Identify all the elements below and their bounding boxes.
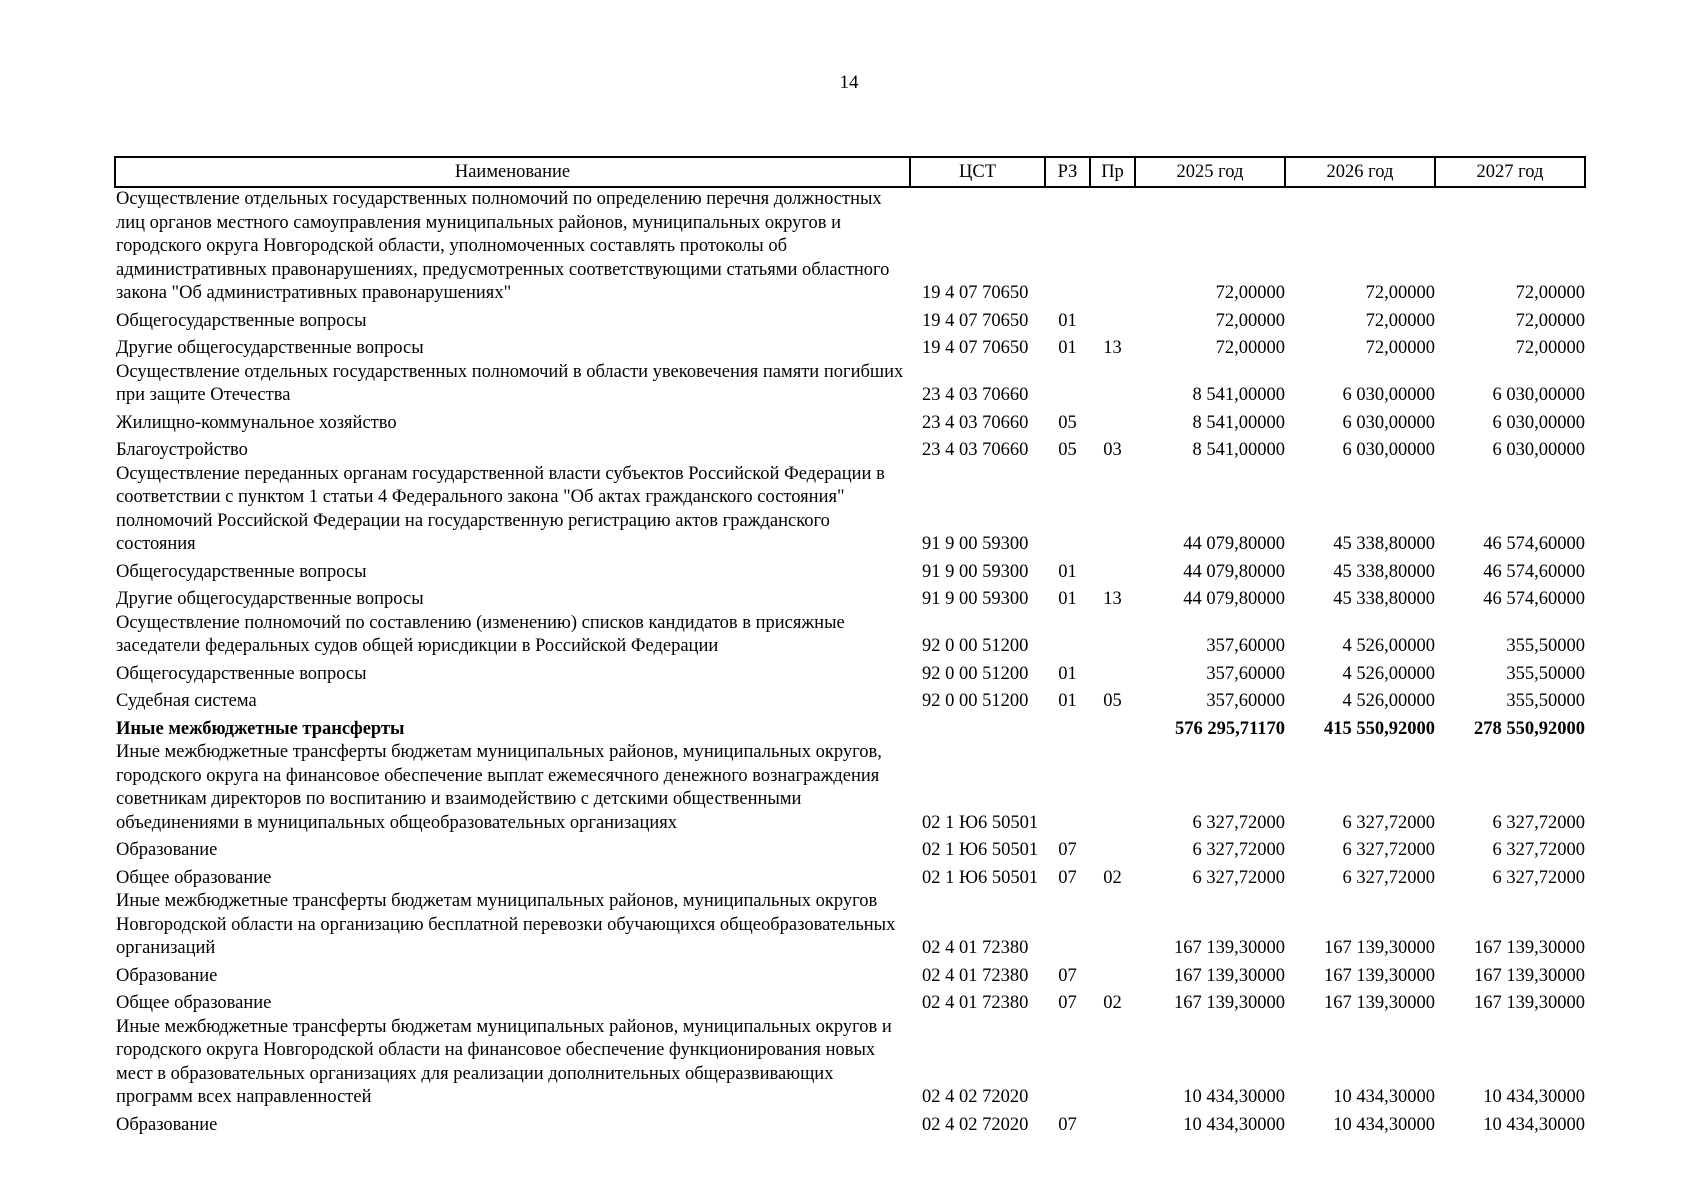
row-rz [1045, 187, 1090, 306]
row-cst: 02 1 Ю6 50501 [922, 840, 1039, 860]
row-cst: 02 4 01 72380 [922, 938, 1029, 958]
row-name: Осуществление отдельных государственных полномочий в области увековечения памяти погибших при защите Отечества [116, 361, 904, 405]
row-cst: 92 0 00 51200 [922, 691, 1029, 711]
row-name: Образование [116, 840, 218, 860]
row-rz [1045, 741, 1090, 835]
table-row [115, 557, 1585, 585]
row-2026: 167 139,30000 [1324, 938, 1435, 958]
row-rz [1045, 890, 1090, 961]
row-pr: 02 [1103, 867, 1122, 888]
row-2025: 357,60000 [1206, 663, 1285, 684]
row-2027: 6 327,72000 [1492, 840, 1585, 860]
row-2025: 167 139,30000 [1174, 938, 1285, 958]
row-name: Иные межбюджетные трансферты [116, 718, 405, 739]
row-rz: 05 [1058, 440, 1077, 460]
row-pr [1090, 1110, 1135, 1138]
row-2027: 46 574,60000 [1483, 589, 1585, 609]
row-rz: 01 [1058, 561, 1077, 582]
row-2025: 10 434,30000 [1183, 1087, 1285, 1107]
row-name: Осуществление отдельных государственных полномочий по определению перечня должностных лиц органов местного самоуправления муниципальных районов, муниципальных округов и городского округа Новгородской области, уполномоченных составлять протоколы об административных правонарушениях, предусмотренных соответствующими статьями областного закона "Об административных правонарушениях" [116, 189, 890, 303]
row-pr [1090, 557, 1135, 585]
table-row [115, 584, 1585, 612]
row-name: Другие общегосударственные вопросы [116, 589, 424, 609]
row-name: Жилищно-коммунальное хозяйство [116, 412, 397, 433]
row-2025: 10 434,30000 [1183, 1114, 1285, 1135]
row-rz: 07 [1058, 840, 1077, 860]
row-cst: 91 9 00 59300 [922, 589, 1029, 609]
row-rz [1045, 361, 1090, 408]
table-row [115, 1110, 1585, 1138]
row-rz [1045, 714, 1090, 742]
row-rz: 07 [1058, 867, 1077, 888]
header-pr: Пр [1090, 157, 1135, 187]
row-2025: 6 327,72000 [1192, 867, 1285, 888]
row-2025: 8 541,00000 [1192, 385, 1285, 405]
row-cst: 02 4 02 72020 [922, 1087, 1029, 1107]
row-name: Общегосударственные вопросы [116, 310, 367, 331]
header-cst: ЦСТ [910, 157, 1045, 187]
row-2026: 6 327,72000 [1342, 812, 1435, 833]
row-2026: 6 030,00000 [1342, 440, 1435, 460]
row-2026: 6 030,00000 [1342, 385, 1435, 405]
table-row [115, 1016, 1585, 1110]
table-row [115, 961, 1585, 989]
row-2025: 576 295,71170 [1175, 718, 1285, 739]
row-pr [1090, 714, 1135, 742]
row-cst: 92 0 00 51200 [922, 663, 1029, 684]
row-2025: 6 327,72000 [1192, 840, 1285, 860]
row-name: Иные межбюджетные трансферты бюджетам муниципальных районов, муниципальных округов Новгородской области на организацию бесплатной перевозки обучающихся общеобразовательных организаций [116, 891, 896, 958]
row-2025: 72,00000 [1215, 310, 1285, 331]
row-pr [1090, 1016, 1135, 1110]
row-pr [1090, 612, 1135, 659]
header-rz: РЗ [1045, 157, 1090, 187]
table-row [115, 463, 1585, 557]
table-row [115, 659, 1585, 687]
row-pr [1090, 961, 1135, 989]
row-rz: 07 [1058, 993, 1077, 1013]
row-2026: 72,00000 [1365, 310, 1435, 331]
row-pr [1090, 835, 1135, 863]
row-2027: 6 030,00000 [1492, 440, 1585, 460]
row-name: Образование [116, 965, 218, 986]
row-2025: 8 541,00000 [1192, 440, 1285, 460]
header-2026: 2026 год [1285, 157, 1435, 187]
table-row [115, 686, 1585, 714]
row-cst: 02 4 01 72380 [922, 965, 1029, 986]
row-cst: 23 4 03 70660 [922, 440, 1029, 460]
row-cst [910, 714, 1045, 742]
row-2025: 44 079,80000 [1183, 589, 1285, 609]
row-2026: 4 526,00000 [1342, 691, 1435, 711]
row-2026: 6 327,72000 [1342, 867, 1435, 888]
table-row [115, 863, 1585, 891]
row-pr: 02 [1103, 993, 1122, 1013]
row-name: Общее образование [116, 993, 272, 1013]
table-header [115, 157, 1585, 187]
row-2026: 415 550,92000 [1324, 718, 1435, 739]
row-2025: 357,60000 [1206, 691, 1285, 711]
row-rz: 01 [1058, 691, 1077, 711]
row-2027: 167 139,30000 [1474, 938, 1585, 958]
row-rz: 07 [1058, 1114, 1077, 1135]
row-name: Другие общегосударственные вопросы [116, 338, 424, 358]
row-2027: 72,00000 [1515, 283, 1585, 303]
row-pr [1090, 659, 1135, 687]
row-rz: 05 [1058, 412, 1077, 433]
row-2027: 278 550,92000 [1474, 718, 1585, 739]
row-pr [1090, 408, 1135, 436]
row-2026: 45 338,80000 [1333, 561, 1435, 582]
row-2026: 45 338,80000 [1333, 589, 1435, 609]
row-pr [1090, 890, 1135, 961]
row-2025: 44 079,80000 [1183, 561, 1285, 582]
header-2025: 2025 год [1135, 157, 1285, 187]
row-2027: 10 434,30000 [1483, 1114, 1585, 1135]
row-cst: 02 4 01 72380 [922, 993, 1029, 1013]
row-2025: 72,00000 [1215, 338, 1285, 358]
row-rz: 01 [1058, 589, 1077, 609]
row-name: Общее образование [116, 867, 272, 888]
row-pr [1090, 306, 1135, 334]
row-2026: 4 526,00000 [1342, 663, 1435, 684]
row-2027: 355,50000 [1506, 636, 1585, 656]
row-pr [1090, 741, 1135, 835]
row-2026: 10 434,30000 [1333, 1087, 1435, 1107]
row-cst: 19 4 07 70650 [922, 338, 1029, 358]
table-row [115, 435, 1585, 463]
row-rz [1045, 463, 1090, 557]
row-2025: 6 327,72000 [1192, 812, 1285, 833]
row-rz: 01 [1058, 310, 1077, 331]
row-name: Благоустройство [116, 440, 248, 460]
row-2027: 6 030,00000 [1492, 412, 1585, 433]
row-2027: 72,00000 [1515, 338, 1585, 358]
row-2027: 355,50000 [1506, 691, 1585, 711]
row-pr: 13 [1103, 338, 1122, 358]
header-name: Наименование [115, 157, 910, 187]
row-2026: 45 338,80000 [1333, 534, 1435, 554]
table-row [115, 890, 1585, 961]
table-row [115, 408, 1585, 436]
row-2026: 4 526,00000 [1342, 636, 1435, 656]
row-2026: 6 327,72000 [1342, 840, 1435, 860]
table-row [115, 988, 1585, 1016]
row-cst: 02 1 Ю6 50501 [922, 867, 1039, 888]
row-2027: 355,50000 [1506, 663, 1585, 684]
row-2027: 72,00000 [1515, 310, 1585, 331]
row-name: Образование [116, 1114, 218, 1135]
table-row [115, 741, 1585, 835]
row-rz [1045, 612, 1090, 659]
row-name: Осуществление полномочий по составлению (изменению) списков кандидатов в присяжные заседатели федеральных судов общей юрисдикции в Российской Федерации [116, 612, 845, 656]
row-pr [1090, 361, 1135, 408]
row-2025: 8 541,00000 [1192, 412, 1285, 433]
row-cst: 91 9 00 59300 [922, 534, 1029, 554]
table-row [115, 361, 1585, 408]
row-pr: 05 [1103, 691, 1122, 711]
row-2025: 44 079,80000 [1183, 534, 1285, 554]
row-2027: 167 139,30000 [1474, 993, 1585, 1013]
row-cst: 02 4 02 72020 [922, 1114, 1029, 1135]
row-name: Общегосударственные вопросы [116, 561, 367, 582]
row-cst: 19 4 07 70650 [922, 310, 1029, 331]
table-row [115, 306, 1585, 334]
row-name: Судебная система [116, 691, 257, 711]
row-pr: 03 [1103, 440, 1122, 460]
row-rz: 07 [1058, 965, 1077, 986]
table-body [115, 187, 1585, 1137]
row-rz [1045, 1016, 1090, 1110]
page-number: 14 [839, 72, 859, 93]
row-rz: 01 [1058, 338, 1077, 358]
row-2025: 167 139,30000 [1174, 993, 1285, 1013]
row-2026: 167 139,30000 [1324, 993, 1435, 1013]
row-2025: 167 139,30000 [1174, 965, 1285, 986]
row-cst: 19 4 07 70650 [922, 283, 1029, 303]
table-row [115, 714, 1585, 742]
row-2026: 167 139,30000 [1324, 965, 1435, 986]
row-2025: 72,00000 [1215, 283, 1285, 303]
row-name: Общегосударственные вопросы [116, 663, 367, 684]
row-cst: 02 1 Ю6 50501 [922, 812, 1039, 833]
row-name: Осуществление переданных органам государственной власти субъектов Российской Федерации в соответствии с пунктом 1 статьи 4 Федерального закона "Об актах гражданского состояния" полномочий Российской Федерации на государственную регистрацию актов гражданского состояния [116, 463, 885, 554]
row-pr [1090, 187, 1135, 306]
row-pr [1090, 463, 1135, 557]
budget-table [114, 156, 1586, 1137]
row-2027: 10 434,30000 [1483, 1087, 1585, 1107]
row-2027: 6 327,72000 [1492, 867, 1585, 888]
row-2025: 357,60000 [1206, 636, 1285, 656]
row-name: Иные межбюджетные трансферты бюджетам муниципальных районов, муниципальных округов, городского округа на финансовое обеспечение выплат ежемесячного денежного вознаграждения советникам директоров по воспитанию и взаимодействию с детскими общественными объединениями в муниципальных общеобразовательных организациях [116, 742, 882, 833]
row-2026: 6 030,00000 [1342, 412, 1435, 433]
row-2027: 46 574,60000 [1483, 534, 1585, 554]
table-row [115, 333, 1585, 361]
row-rz: 01 [1058, 663, 1077, 684]
table-row [115, 612, 1585, 659]
row-cst: 92 0 00 51200 [922, 636, 1029, 656]
row-cst: 91 9 00 59300 [922, 561, 1029, 582]
row-2027: 46 574,60000 [1483, 561, 1585, 582]
row-2027: 167 139,30000 [1474, 965, 1585, 986]
table-row [115, 187, 1585, 306]
row-2026: 72,00000 [1365, 283, 1435, 303]
row-pr: 13 [1103, 589, 1122, 609]
row-cst: 23 4 03 70660 [922, 412, 1029, 433]
row-name: Иные межбюджетные трансферты бюджетам муниципальных районов, муниципальных округов и городского округа Новгородской области на финансовое обеспечение функционирования новых мест в образовательных организациях для реализации дополнительных общеразвивающих программ всех направленностей [116, 1016, 892, 1107]
row-2027: 6 030,00000 [1492, 385, 1585, 405]
row-2027: 6 327,72000 [1492, 812, 1585, 833]
row-cst: 23 4 03 70660 [922, 385, 1029, 405]
row-2026: 72,00000 [1365, 338, 1435, 358]
table-row [115, 835, 1585, 863]
header-2027: 2027 год [1435, 157, 1585, 187]
row-2026: 10 434,30000 [1333, 1114, 1435, 1135]
